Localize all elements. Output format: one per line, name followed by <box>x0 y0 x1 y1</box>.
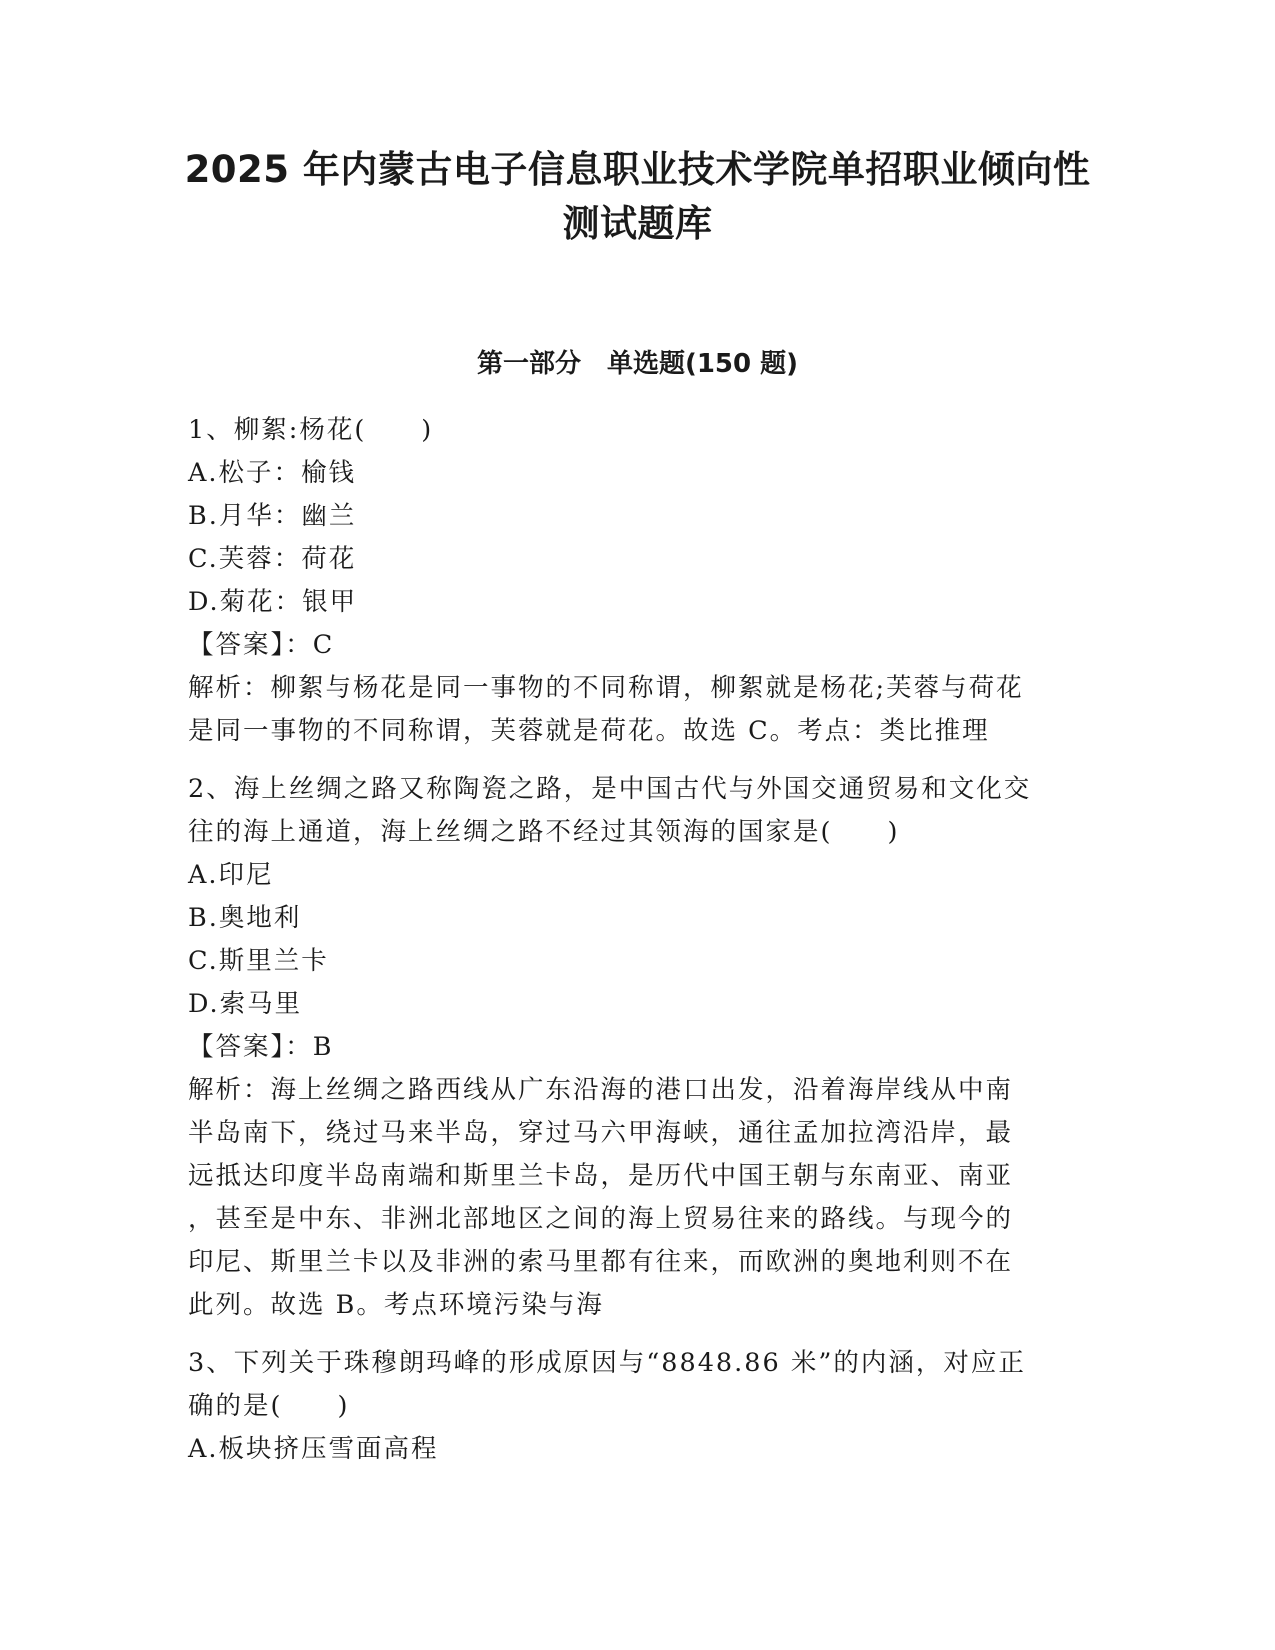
option-a: A.印尼 <box>188 860 274 890</box>
analysis-line: 是同一事物的不同称谓，芙蓉就是荷花。故选 C。考点：类比推理 <box>188 716 990 746</box>
analysis-line: ，甚至是中东、非洲北部地区之间的海上贸易往来的路线。与现今的 <box>188 1204 1014 1234</box>
question-list <box>188 409 1088 1486</box>
analysis-line: 此列。故选 B。考点环境污染与海 <box>188 1290 604 1320</box>
question-2 <box>188 768 1088 1327</box>
section-heading: 第一部分 单选题(150 题) <box>476 349 799 379</box>
document-title-line-1: 2025 年内蒙古电子信息职业技术学院单招职业倾向性 <box>184 148 1091 191</box>
question-stem: 3、下列关于珠穆朗玛峰的形成原因与“8848.86 米”的内涵，对应正 <box>188 1348 1026 1378</box>
question-stem: 确的是( ) <box>188 1391 350 1421</box>
question-3 <box>188 1342 1088 1471</box>
answer-label: 【答案】：B <box>188 1032 334 1062</box>
option-c: C.芙蓉：荷花 <box>188 544 357 574</box>
question-1 <box>188 409 1088 753</box>
document-title <box>150 143 1125 251</box>
option-a: A.板块挤压雪面高程 <box>188 1434 439 1464</box>
option-a: A.松子：榆钱 <box>188 458 357 488</box>
option-d: D.菊花：银甲 <box>188 587 358 617</box>
option-d: D.索马里 <box>188 989 303 1019</box>
question-stem: 1、柳絮:杨花( ) <box>188 415 434 445</box>
question-stem: 2、海上丝绸之路又称陶瓷之路，是中国古代与外国交通贸易和文化交 <box>188 774 1032 804</box>
analysis-line: 远抵达印度半岛南端和斯里兰卡岛，是历代中国王朝与东南亚、南亚 <box>188 1161 1014 1191</box>
option-c: C.斯里兰卡 <box>188 946 329 976</box>
analysis-line: 印尼、斯里兰卡以及非洲的索马里都有往来，而欧洲的奥地利则不在 <box>188 1247 1014 1277</box>
document-title-line-2: 测试题库 <box>562 202 713 245</box>
option-b: B.月华：幽兰 <box>188 501 357 531</box>
analysis-line: 解析：柳絮与杨花是同一事物的不同称谓，柳絮就是杨花;芙蓉与荷花 <box>188 673 1024 703</box>
answer-label: 【答案】：C <box>188 630 335 660</box>
question-stem: 往的海上通道，海上丝绸之路不经过其领海的国家是( ) <box>188 817 900 847</box>
option-b: B.奥地利 <box>188 903 302 933</box>
analysis-line: 半岛南下，绕过马来半岛，穿过马六甲海峡，通往孟加拉湾沿岸，最 <box>188 1118 1014 1148</box>
analysis-line: 解析：海上丝绸之路西线从广东沿海的港口出发，沿着海岸线从中南 <box>188 1075 1014 1105</box>
